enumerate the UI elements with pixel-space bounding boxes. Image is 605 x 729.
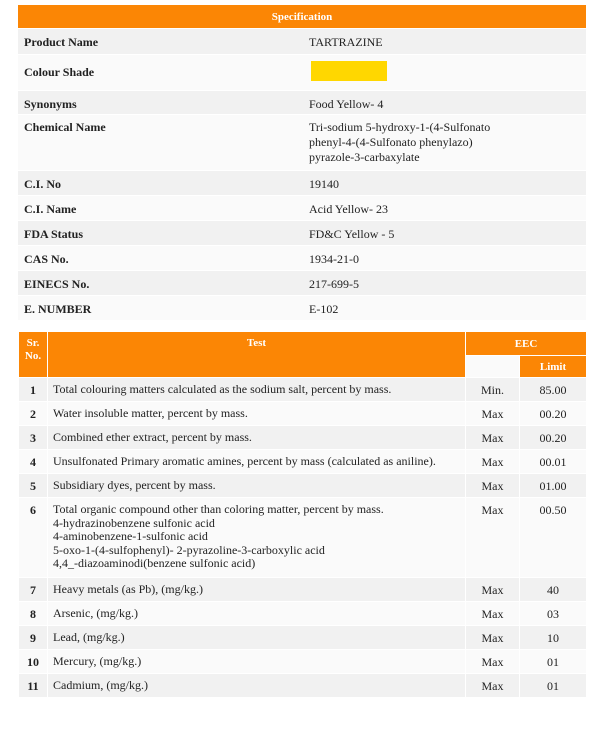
test-description: Unsulfonated Primary aromatic amines, percent by mass (calculated as aniline). (48, 450, 466, 474)
spec-row-chemical-name (18, 115, 586, 171)
test-sr-number: 1 (19, 378, 48, 402)
test-condition: Max (466, 578, 520, 602)
test-limit: 40 (520, 578, 587, 602)
spec-label: E. NUMBER (18, 296, 302, 321)
test-limit: 00.01 (520, 450, 587, 474)
test-header: Test (48, 332, 466, 378)
spec-row-product-name (18, 29, 586, 55)
test-sr-number: 3 (19, 426, 48, 450)
test-row (19, 450, 587, 474)
test-description: Total organic compound other than coloring matter, percent by mass. 4-hydrazinobenzene sulfonic acid 4-aminobenzene-1-sulfonic acid 5-oxo-1-(4-sulfophenyl)- 2-pyrazoline-3-carboxylic acid 4,4_-diazoaminodi(benzene sulfonic acid) (48, 498, 466, 578)
test-condition: Max (466, 650, 520, 674)
spec-row-cas-no (18, 246, 586, 271)
test-row (19, 426, 587, 450)
test-limit: 00.50 (520, 498, 587, 578)
spec-label: Colour Shade (18, 55, 302, 91)
test-row (19, 402, 587, 426)
test-sr-number: 4 (19, 450, 48, 474)
test-limit: 03 (520, 602, 587, 626)
test-sr-number: 7 (19, 578, 48, 602)
test-description: Subsidiary dyes, percent by mass. (48, 474, 466, 498)
test-condition: Max (466, 402, 520, 426)
test-condition: Max (466, 626, 520, 650)
test-limit: 01.00 (520, 474, 587, 498)
spec-label: Product Name (18, 29, 302, 55)
test-description: Mercury, (mg/kg.) (48, 650, 466, 674)
test-description: Combined ether extract, percent by mass. (48, 426, 466, 450)
test-table (18, 331, 587, 698)
test-description: Cadmium, (mg/kg.) (48, 674, 466, 698)
test-condition: Max (466, 426, 520, 450)
colour-swatch (311, 61, 387, 81)
test-sr-number: 9 (19, 626, 48, 650)
test-limit: 85.00 (520, 378, 587, 402)
test-condition: Max (466, 498, 520, 578)
spec-label: Chemical Name (18, 115, 302, 171)
test-limit: 00.20 (520, 426, 587, 450)
limit-header: Limit (520, 356, 587, 378)
eec-header: EEC (466, 332, 587, 356)
test-row (19, 650, 587, 674)
test-description: Water insoluble matter, percent by mass. (48, 402, 466, 426)
test-condition: Max (466, 674, 520, 698)
spec-value: Food Yellow- 4 (302, 91, 586, 115)
spec-value: FD&C Yellow - 5 (302, 221, 586, 246)
spec-row-einecs-no (18, 271, 586, 296)
test-description: Lead, (mg/kg.) (48, 626, 466, 650)
test-limit: 10 (520, 626, 587, 650)
spec-value: Tri-sodium 5-hydroxy-1-(4-Sulfonato phenyl-4-(4-Sulfonato phenylazo) pyrazole-3-carbaxylate (302, 115, 586, 171)
test-sr-number: 2 (19, 402, 48, 426)
spec-row-synonyms (18, 91, 586, 115)
test-limit: 01 (520, 674, 587, 698)
spec-value: Acid Yellow- 23 (302, 196, 586, 221)
test-header-row (19, 332, 587, 356)
specification-header-row (18, 5, 586, 29)
test-row (19, 498, 587, 578)
specification-title: Specification (18, 5, 586, 29)
spec-row-ci-name (18, 196, 586, 221)
spec-value-cell (302, 55, 586, 91)
eec-blank-subheader (466, 356, 520, 378)
test-limit: 01 (520, 650, 587, 674)
spec-label: EINECS No. (18, 271, 302, 296)
test-row (19, 674, 587, 698)
spec-label: CAS No. (18, 246, 302, 271)
spec-row-fda-status (18, 221, 586, 246)
sr-no-header: Sr. No. (19, 332, 48, 378)
test-row (19, 474, 587, 498)
spec-value: TARTRAZINE (302, 29, 586, 55)
test-sr-number: 8 (19, 602, 48, 626)
test-row (19, 578, 587, 602)
spec-label: C.I. Name (18, 196, 302, 221)
test-description: Total colouring matters calculated as the sodium salt, percent by mass. (48, 378, 466, 402)
test-description: Arsenic, (mg/kg.) (48, 602, 466, 626)
spec-value: 19140 (302, 171, 586, 196)
test-sr-number: 6 (19, 498, 48, 578)
test-condition: Max (466, 474, 520, 498)
spec-value: 1934-21-0 (302, 246, 586, 271)
test-condition: Min. (466, 378, 520, 402)
spec-label: FDA Status (18, 221, 302, 246)
test-row (19, 378, 587, 402)
test-sr-number: 11 (19, 674, 48, 698)
test-row (19, 626, 587, 650)
spec-value: 217-699-5 (302, 271, 586, 296)
test-description: Heavy metals (as Pb), (mg/kg.) (48, 578, 466, 602)
test-sr-number: 10 (19, 650, 48, 674)
spec-row-ci-no (18, 171, 586, 196)
spec-value: E-102 (302, 296, 586, 321)
test-limit: 00.20 (520, 402, 587, 426)
test-row (19, 602, 587, 626)
spec-row-colour-shade (18, 55, 586, 91)
specification-table (18, 5, 586, 321)
test-condition: Max (466, 602, 520, 626)
spec-row-e-number (18, 296, 586, 321)
spec-label: Synonyms (18, 91, 302, 115)
spec-label: C.I. No (18, 171, 302, 196)
test-condition: Max (466, 450, 520, 474)
test-sr-number: 5 (19, 474, 48, 498)
